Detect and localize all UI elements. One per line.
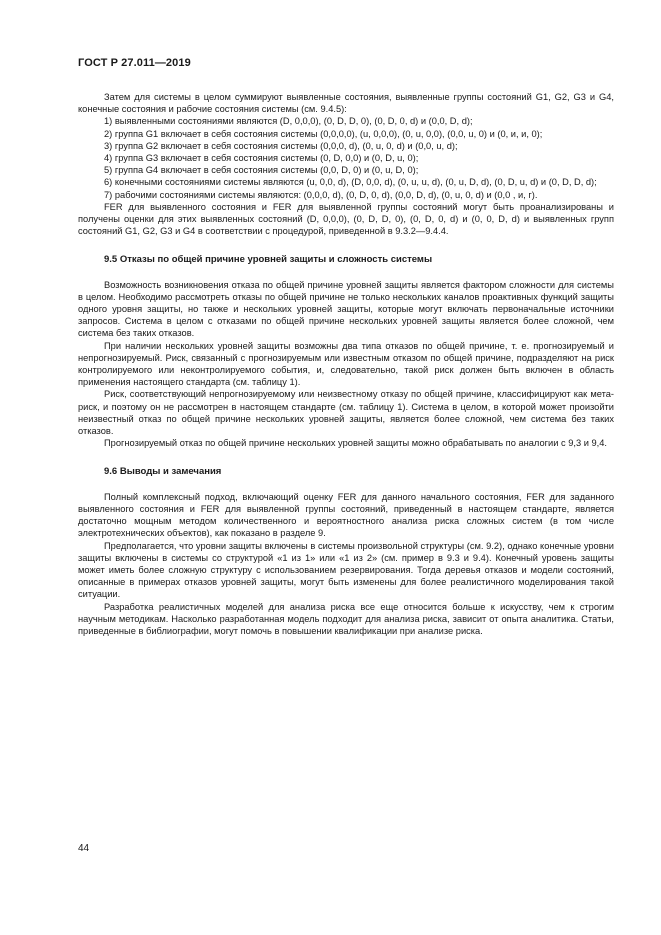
section-9-5-paragraph-4: Прогнозируемый отказ по общей причине нескольких уровней защиты можно обрабатывать по аналогии с 9,3 и 9,4. [104,438,608,449]
section-9-5-paragraph-1: Возможность возникновения отказа по общей причине уровней защиты является фактором сложности для системы в целом. Необходимо рассмотреть отказы по общей причине не только нескольких каналов проактивных функций защиты одного уровня защиты, но также и нескольких уровней защиты, которые могут включать первоначальные источники запросов. Система в целом с отказами по общей причине нескольких уровней защиты является более сложной, чем система без таких отказов. [78,279,614,339]
list-item-7: 7) рабочими состояниями системы являются: (0,0,0, d), (0, D, 0, d), (0,0, D, d), (0, u, 0, d) и (0,0 , и, г). [104,189,538,200]
section-9-5-paragraph-2: При наличии нескольких уровней защиты возможны два типа отказов по общей причине, т. е. прогнозируемый и непрогнозируемый. Риск, связанный с прогнозируемым или известным отказом по общей причине, подразделяют на риск контролируемого или неконтролируемого события, и, следовательно, такой риск должен быть включен в область применения настоящего стандарта (см. таблицу 1). [78,340,614,388]
list-item-3: 3) группа G2 включает в себя состояния системы (0,0,0, d), (0, u, 0, d) и (0,0, u, d); [104,140,458,151]
list-item-4: 4) группа G3 включает в себя состояния системы (0, D, 0,0) и (0, D, u, 0); [104,153,419,164]
section-9-6-paragraph-3: Разработка реалистичных моделей для анализа риска все еще относится больше к искусству, чем к строгим научным методикам. Насколько разработанная модель подходит для анализа риска, зависит от опыта аналитика. Статьи, приведенные в библиографии, могут помочь в повышении квалификации при анализе риска. [78,601,614,636]
section-9-6-paragraph-1: Полный комплексный подход, включающий оценку FER для данного начального состояния, FER для заданного выявленного состояния и FER для выявленной группы состояний, приведенный в настоящем стандарте, является достаточно мощным методом количественного и вероятностного анализа риска сложных систем (в том числе электротехнических объектов), как показано в разделе 9. [78,491,614,539]
section-9-5-heading: 9.5 Отказы по общей причине уровней защиты и сложность системы [104,254,433,266]
fer-paragraph: FER для выявленного состояния и FER для выявленной группы состояний могут быть проанализированы и получены оценки для этих выявленных состояний (D, 0,0,0), (0, D, D, 0), (0, D, 0, d) и (0, 0, D, d) и выявленных групп состояний G1, G2, G3 и G4 в соответствии с процедурой, приведенной в 9.3.2—9.4.4. [78,201,614,237]
intro-paragraph: Затем для системы в целом суммируют выявленные состояния, выявленные группы состояний G1, G2, G3 и G4, конечные состояния и рабочие состояния системы (см. 9.4.5): [78,92,614,115]
page-number: 44 [78,843,90,854]
list-item-5: 5) группа G4 включает в себя состояния системы (0,0, D, 0) и (0, u, D, 0); [104,165,419,176]
document-code: ГОСТ Р 27.011—2019 [78,57,191,69]
list-item-6: 6) конечными состояниями системы являются (u, 0,0, d), (D, 0,0, d), (0, u, u, d), (0, u, D, d), (0, D, u, d) и (0, D, D, d); [104,177,597,188]
page-body [78,91,614,637]
list-item-1: 1) выявленными состояниями являются (D, 0,0,0), (0, D, D, 0), (0, D, 0, d) и (0,0, D, d); [104,116,473,127]
section-9-6-heading: 9.6 Выводы и замечания [104,466,222,478]
section-9-6-paragraph-2: Предполагается, что уровни защиты включены в системы произвольной структуры (см. 9.2), однако конечные уровни защиты включены в системы со структурой «1 из 1» или «1 из 2» (см. пример в 9.3 и 9.4). Конечный уровень защиты может иметь более сложную структуру с использованием резервирования. Тогда деревья отказов и модели состояний, описанные в примерах отказов уровней защиты, могут быть изменены для более реалистичного моделирования такой ситуации. [78,540,614,600]
section-9-5-paragraph-3: Риск, соответствующий непрогнозируемому или неизвестному отказу по общей причине, классифицируют как мета-риск, и поэтому он не рассмотрен в настоящем стандарте (см. таблицу 1). Система в целом, в которой может произойти неизвестный отказ по общей причине нескольких уровней защиты, является более сложной, чем система без таких отказов. [78,389,614,437]
list-item-2: 2) группа G1 включает в себя состояния системы (0,0,0,0), (u, 0,0,0), (0, u, 0,0), (0,0, u, 0) и (0, и, и, 0); [104,128,543,139]
